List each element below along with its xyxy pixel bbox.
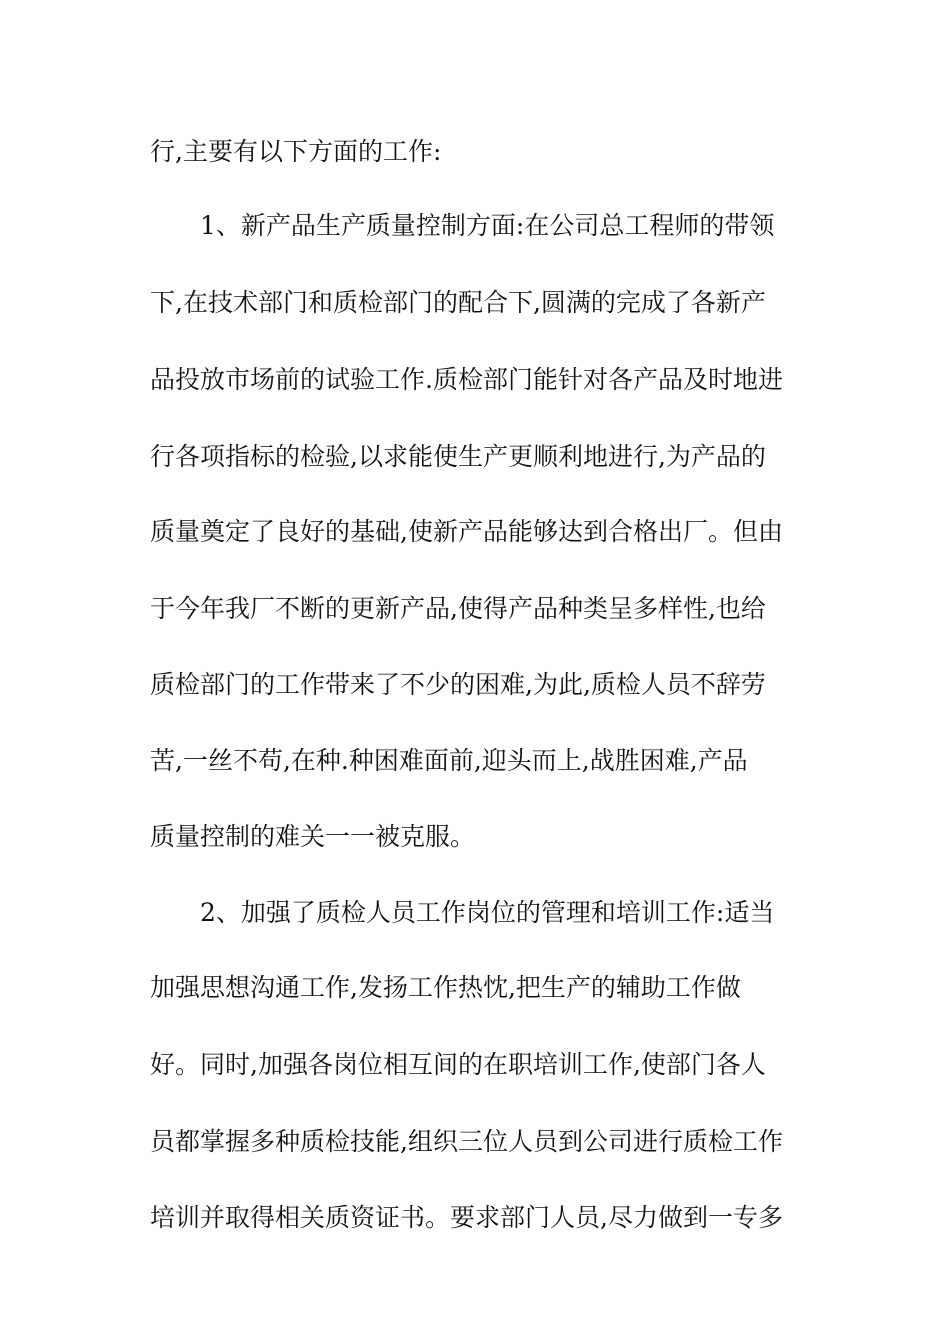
text-line-7: 于今年我厂不断的更新产品,使得产品种类呈多样性,也给 bbox=[150, 594, 766, 623]
text-line-1: 行,主要有以下方面的工作: bbox=[150, 137, 442, 166]
text-line-10: 质量控制的难关一一被克服。 bbox=[150, 822, 476, 851]
text-line-12: 加强思想沟通工作,发扬工作热忱,把生产的辅助工作做 bbox=[150, 973, 741, 1002]
text-line-4: 品投放市场前的试验工作.质检部门能针对各产品及时地进 bbox=[150, 365, 783, 394]
text-line-15: 培训并取得相关质资证书。要求部门人员,尽力做到一专多 bbox=[150, 1203, 783, 1232]
paragraph-2-heading-line: 2、加强了质检人员工作岗位的管理和培训工作:适当 bbox=[200, 898, 775, 927]
text-line-6: 质量奠定了良好的基础,使新产品能够达到合格出厂。但由 bbox=[150, 517, 783, 546]
text-line-8: 质检部门的工作带来了不少的困难,为此,质检人员不辞劳 bbox=[150, 670, 766, 699]
text-line-13: 好。同时,加强各岗位相互间的在职培训工作,使部门各人 bbox=[150, 1050, 766, 1079]
text-line-5: 行各项指标的检验,以求能使生产更顺利地进行,为产品的 bbox=[150, 442, 766, 471]
text-line-14: 员都掌握多种质检技能,组织三位人员到公司进行质检工作 bbox=[150, 1127, 783, 1156]
text-line-3: 下,在技术部门和质检部门的配合下,圆满的完成了各新产 bbox=[150, 288, 766, 317]
paragraph-1-heading-line: 1、新产品生产质量控制方面:在公司总工程师的带领 bbox=[200, 211, 775, 240]
text-line-9: 苦,一丝不苟,在种.种困难面前,迎头而上,战胜困难,产品 bbox=[150, 746, 748, 775]
